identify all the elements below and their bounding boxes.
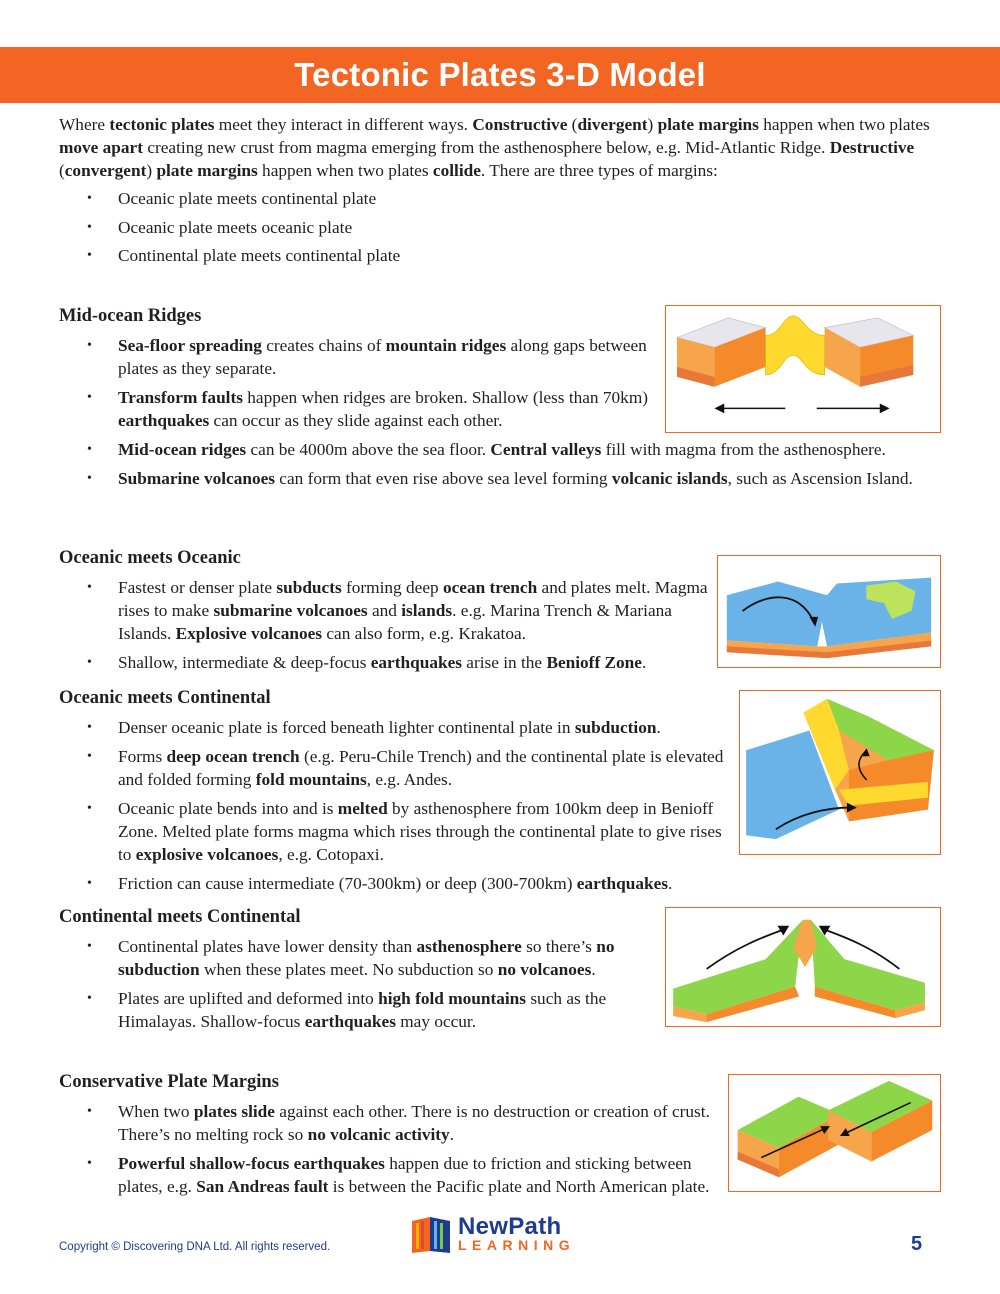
bold-term: earthquakes [370,653,462,672]
bold-term: melted [337,799,388,818]
bold-term: earthquakes [118,411,210,430]
section-heading: Mid-ocean Ridges [59,306,202,326]
text-run: . [656,718,661,737]
book-icon [410,1215,454,1255]
list-item [59,797,739,866]
text-run: Fastest or denser plate [118,578,277,597]
list-item [59,872,858,895]
bold-term: convergent [64,161,147,180]
text-run: Forms [118,747,167,766]
bold-term: Constructive [472,115,568,134]
text-run: ( [59,161,65,180]
continent-continent-illustration [666,908,940,1026]
intro [59,113,939,273]
text-run: ) [647,115,658,134]
text-run: , e.g. Andes. [366,770,453,789]
bold-term: Powerful shallow-focus earthquakes [118,1154,385,1173]
bold-term: fold mountains [255,770,367,789]
text-run: can be 4000m above the sea floor. [246,440,491,459]
diagram-oceanic-continental [739,690,941,855]
text-run: when these plates meet. No subduction so [199,960,498,979]
newpath-logo [410,1213,600,1255]
section-bullets [59,716,739,895]
text-run: ) [146,161,157,180]
bold-term: tectonic plates [109,115,215,134]
bold-term: submarine volcanoes [213,601,368,620]
text-run: Denser oceanic plate is forced beneath lighter continental plate in [118,718,575,737]
bold-term: explosive volcanoes [135,845,279,864]
text-run: can occur as they slide against each other. [209,411,503,430]
bold-term: subducts [276,578,342,597]
list-item [59,576,724,645]
ocean-continent-illustration [740,691,940,854]
text-run: meet they interact in different ways. [214,115,473,134]
transform-fault-illustration [729,1075,940,1191]
bold-term: volcanic islands [611,469,728,488]
copyright-notice: Copyright © Discovering DNA Ltd. All rights reserved. [59,1241,331,1253]
text-run: may occur. [395,1012,477,1031]
bold-term: subduction [574,718,657,737]
section-heading: Oceanic meets Continental [59,688,271,708]
bold-term: high fold mountains [378,989,527,1008]
text-run: by asthenosphere from 100km deep in Benioff Zone. Melted plate forms magma which rises through the continental plate to give rises to [118,799,722,864]
bold-term: Explosive volcanoes [175,624,323,643]
section-bullets [59,935,659,1033]
text-run: . [667,874,673,893]
bold-term: Central valleys [490,440,602,459]
text-run: happen due to friction and sticking between plates, e.g. [118,1154,692,1196]
bold-term: mountain ridges [385,336,507,355]
text-run: Oceanic plate meets oceanic plate [118,217,353,237]
text-run: , such as Ascension Island. [727,469,913,488]
text-run: Plates are uplifted and deformed into [118,989,379,1008]
bold-term: earthquakes [304,1012,396,1031]
list-item [59,467,938,490]
text-run: fill with magma from the asthenosphere. [601,440,886,459]
text-run: . e.g. Marina Trench & Mariana Islands. [118,601,672,643]
title-banner [0,47,1000,103]
diagram-mid-ocean-ridge [665,305,941,433]
text-run: Friction can cause intermediate (70-300km) or deep (300-700km) [118,874,577,893]
list-item [59,334,659,380]
logo-wordmark: NewPath [458,1213,562,1240]
text-run: is between the Pacific plate and North American plate. [328,1177,710,1196]
bold-term: ocean trench [442,578,538,597]
diagram-continental-continental [665,907,941,1027]
text-run: along gaps between plates as they separate. [118,336,647,378]
text-run: forming deep [341,578,443,597]
list-item [59,386,659,432]
page-number: 5 [911,1233,923,1255]
text-run: . [641,653,647,672]
section-bullets [59,1100,724,1198]
text-run: and plates melt. Magma rises to make [118,578,708,620]
text-run: such as the Himalayas. Shallow-focus [118,989,607,1031]
bold-term: no volcanoes [497,960,592,979]
text-run: creating new crust from magma emerging from the asthenosphere below, e.g. Mid-Atlantic Ridge. [143,138,830,157]
text-run: Continental plate meets continental plate [118,246,401,265]
diagram-conservative [728,1074,941,1192]
list-item [59,716,739,739]
text-run: Continental plates have lower density than [118,937,417,956]
text-run: happen when two plates [257,161,433,180]
text-run: Oceanic plate bends into and is [118,799,338,818]
section-oceanic-oceanic [59,546,724,680]
list-item [59,216,939,239]
bold-term: Destructive [829,138,915,157]
bold-term: San Andreas fault [196,1177,329,1196]
list-item [59,438,938,461]
section-heading: Continental meets Continental [59,907,301,927]
text-run: ( [567,115,578,134]
text-run: . [591,960,596,979]
bold-term: deep ocean trench [166,747,300,766]
section-bullets [59,334,913,490]
bold-term: plate margins [657,115,759,134]
ridge-illustration [666,306,940,432]
bold-term: Benioff Zone [546,653,642,672]
bold-term: Submarine volcanoes [118,469,275,488]
section-heading: Conservative Plate Margins [59,1072,279,1092]
section-continental-continental [59,905,659,1039]
text-run: (e.g. Peru-Chile Trench) and the continental plate is elevated and folded forming [118,747,724,789]
list-item [59,1152,724,1198]
section-heading: Oceanic meets Oceanic [59,548,241,568]
list-item [59,987,659,1033]
text-run: and [367,601,402,620]
page-title: Tectonic Plates 3-D Model [294,56,706,93]
bold-term: plate margins [156,161,258,180]
bold-term: Sea-floor spreading [118,336,262,355]
text-run: arise in the [461,653,547,672]
text-run: happen when ridges are broken. Shallow (less than 70km) [242,388,649,407]
logo-tagline: LEARNING [458,1237,576,1253]
text-run: , e.g. Cotopaxi. [278,845,384,864]
intro-paragraph [59,113,939,182]
text-run: so there’s [521,937,597,956]
margin-types-list [59,187,939,267]
ocean-ocean-illustration [718,556,940,667]
text-run: creates chains of [261,336,386,355]
section-oceanic-continental [59,686,739,901]
diagram-oceanic-oceanic [717,555,941,668]
bold-term: islands [401,601,453,620]
text-run: can also form, e.g. Krakatoa. [322,624,526,643]
bold-term: no subduction [118,937,615,979]
text-run: . There are three types of margins: [480,161,718,180]
text-run: Shallow, intermediate & deep-focus [118,653,371,672]
bold-term: Mid-ocean ridges [118,440,247,459]
bold-term: plates slide [193,1102,275,1121]
section-conservative [59,1070,724,1204]
text-run: against each other. There is no destruction or creation of crust. There’s no melting rock so [118,1102,710,1144]
bold-term: divergent [577,115,648,134]
list-item [59,244,939,267]
list-item [59,187,939,210]
bold-term: move apart [59,138,143,157]
bold-term: earthquakes [576,874,668,893]
text-run: When two [118,1102,194,1121]
text-run: Oceanic plate meets continental plate [118,189,377,208]
list-item [59,651,724,674]
bold-term: collide [432,161,481,180]
text-run: Where [59,115,110,134]
text-run: . [449,1125,454,1144]
bold-term: no volcanic activity [307,1125,450,1144]
bold-term: Transform faults [118,388,243,407]
text-run: happen when two plates [758,115,930,134]
text-run: can form that even rise above sea level forming [274,469,612,488]
section-mid-ocean-ridges [59,304,913,496]
section-bullets [59,576,724,674]
list-item [59,935,659,981]
bold-term: asthenosphere [416,937,522,956]
list-item [59,745,739,791]
list-item [59,1100,724,1146]
